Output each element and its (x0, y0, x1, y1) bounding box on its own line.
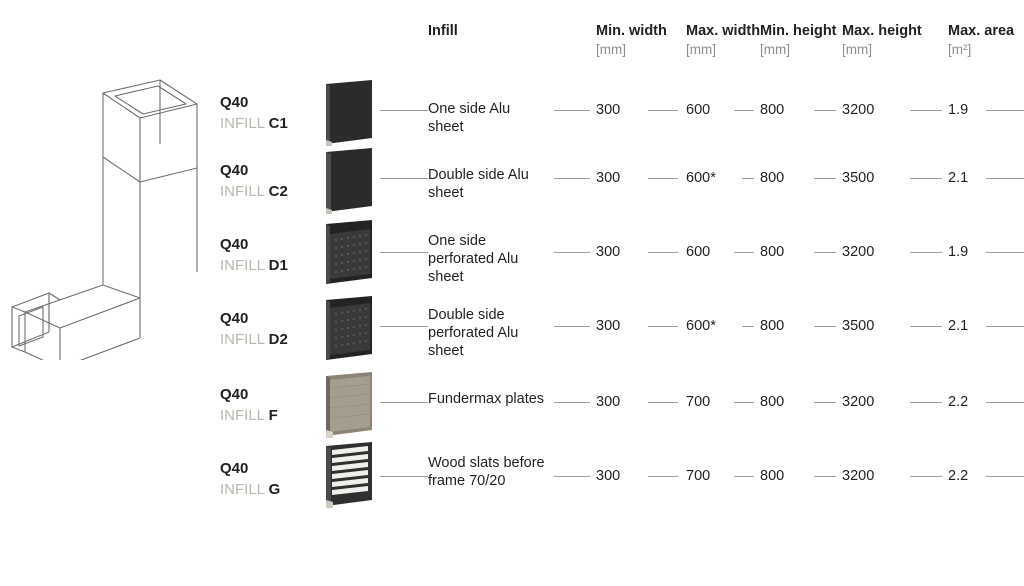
max-area-value: 1.9 (948, 244, 969, 260)
infill-description: Double side perforated Alu sheet (428, 307, 519, 359)
leader-line (380, 326, 428, 327)
product-code-top: Q40 (220, 236, 249, 253)
max-height-value: 3500 (842, 170, 875, 186)
product-code-top: Q40 (220, 94, 249, 111)
product-code-suffix: C1 (268, 115, 288, 132)
max-width-value: 600 (686, 244, 711, 260)
max-area-value: 2.2 (948, 394, 969, 410)
column-header-min-height (760, 22, 837, 59)
leader-line (380, 402, 428, 403)
table-row (220, 368, 1024, 440)
table-row (220, 440, 1024, 518)
column-header-max-area (948, 22, 1014, 59)
product-code-suffix: G (268, 481, 281, 498)
product-code-prefix: INFILL (220, 407, 269, 424)
max-width-value: 600* (686, 318, 716, 334)
max-width-value: 700 (686, 394, 711, 410)
min-height-value: 800 (760, 244, 785, 260)
max-area-value: 2.1 (948, 170, 969, 186)
max-width-value: 700 (686, 468, 711, 484)
column-header-max-height (842, 22, 922, 59)
product-code-suffix: D2 (268, 331, 288, 348)
perforated-alu-panel-icon (320, 218, 382, 288)
panel-thumbnail (320, 78, 382, 148)
dark-alu-panel-icon (320, 146, 382, 216)
isometric-frame-drawing (0, 60, 220, 360)
infill-description: Fundermax plates (428, 391, 545, 407)
wood-slat-panel-icon (320, 442, 382, 512)
min-width-value: 300 (596, 394, 621, 410)
product-code-top: Q40 (220, 162, 249, 179)
table-body (220, 78, 1024, 518)
panel-thumbnail (320, 294, 382, 364)
table-row (220, 144, 1024, 218)
fundermax-wood-panel-icon (320, 370, 382, 440)
column-header-max-area-unit: [m²] (948, 42, 972, 57)
max-area-value: 1.9 (948, 102, 969, 118)
column-header-infill-label: Infill (428, 23, 458, 39)
infill-description: Wood slats before frame 70/20 (428, 455, 545, 489)
leader-line (380, 110, 428, 111)
column-header-min-width (596, 22, 667, 59)
min-width-value: 300 (596, 102, 621, 118)
column-header-min-height-unit: [mm] (760, 42, 790, 57)
column-header-min-width-unit: [mm] (596, 42, 626, 57)
min-width-value: 300 (596, 244, 621, 260)
perforated-alu-panel-icon (320, 294, 382, 364)
column-header-max-area-label: Max. area (948, 23, 1015, 39)
product-code-prefix: INFILL (220, 115, 269, 132)
product-code-prefix: INFILL (220, 481, 269, 498)
min-height-value: 800 (760, 394, 785, 410)
column-header-infill (428, 22, 458, 41)
column-header-max-width (686, 22, 760, 59)
column-header-min-width-label: Min. width (596, 23, 667, 39)
table-row (220, 218, 1024, 290)
panel-thumbnail (320, 218, 382, 288)
product-code-prefix: INFILL (220, 331, 269, 348)
max-height-value: 3500 (842, 318, 875, 334)
product-code-top: Q40 (220, 386, 249, 403)
leader-line (380, 252, 428, 253)
min-height-value: 800 (760, 468, 785, 484)
max-height-value: 3200 (842, 102, 875, 118)
min-width-value: 300 (596, 170, 621, 186)
min-height-value: 800 (760, 318, 785, 334)
min-width-value: 300 (596, 468, 621, 484)
column-header-max-width-unit: [mm] (686, 42, 716, 57)
column-header-max-height-label: Max. height (842, 23, 922, 39)
infill-description: One side Alu sheet (428, 101, 511, 135)
product-code-top: Q40 (220, 460, 249, 477)
infill-description: Double side Alu sheet (428, 167, 529, 201)
min-width-value: 300 (596, 318, 621, 334)
max-width-value: 600 (686, 102, 711, 118)
product-code-prefix: INFILL (220, 183, 269, 200)
frame-drawing-svg (0, 60, 220, 360)
min-height-value: 800 (760, 170, 785, 186)
max-area-value: 2.2 (948, 468, 969, 484)
product-code-top: Q40 (220, 310, 249, 327)
product-code-suffix: C2 (268, 183, 288, 200)
max-height-value: 3200 (842, 468, 875, 484)
infill-description: One side perforated Alu sheet (428, 233, 519, 285)
column-header-min-height-label: Min. height (760, 23, 837, 39)
max-height-value: 3200 (842, 394, 875, 410)
max-height-value: 3200 (842, 244, 875, 260)
table-row (220, 78, 1024, 144)
product-code-prefix: INFILL (220, 257, 269, 274)
product-code-suffix: D1 (268, 257, 288, 274)
panel-thumbnail (320, 442, 382, 512)
leader-line (380, 476, 428, 477)
panel-thumbnail (320, 370, 382, 440)
leader-line (380, 178, 428, 179)
panel-thumbnail (320, 146, 382, 216)
min-height-value: 800 (760, 102, 785, 118)
column-header-max-width-label: Max. width (686, 23, 761, 39)
table-row (220, 290, 1024, 368)
column-header-max-height-unit: [mm] (842, 42, 872, 57)
product-code-suffix: F (268, 407, 278, 424)
specification-table (220, 0, 1024, 586)
max-area-value: 2.1 (948, 318, 969, 334)
max-width-value: 600* (686, 170, 716, 186)
dark-alu-panel-icon (320, 78, 382, 148)
